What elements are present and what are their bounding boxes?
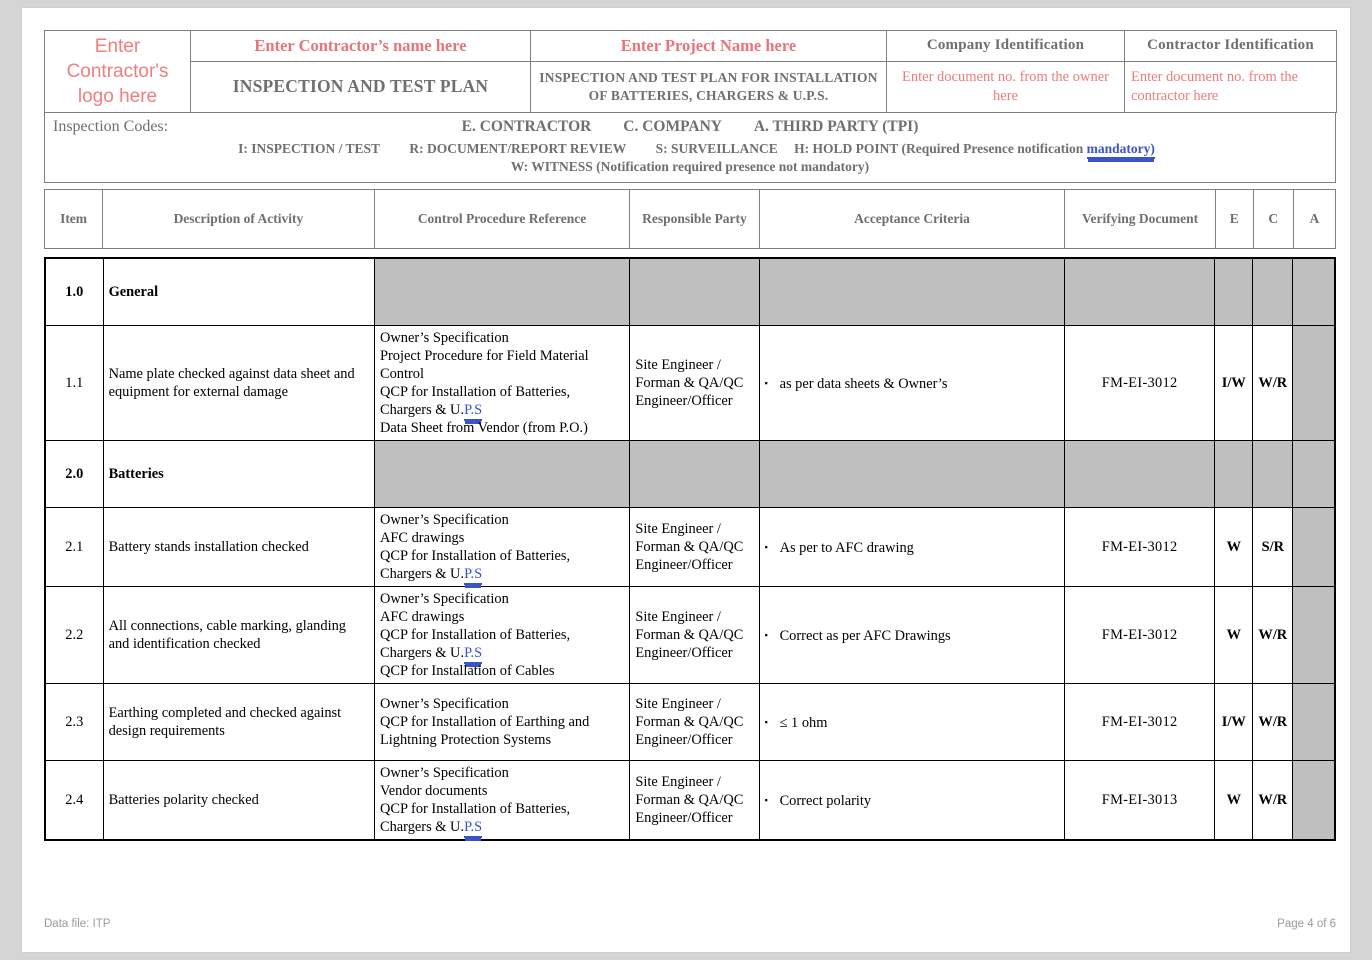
- control-line: Owner’s Specification: [379, 696, 509, 712]
- row-code-c: W/R: [1253, 326, 1293, 441]
- contractor-logo-placeholder[interactable]: Enter Contractor's logo here: [45, 31, 191, 113]
- bullet-icon: ▪: [764, 377, 768, 388]
- row-code-c: S/R: [1253, 508, 1293, 587]
- table-column-headers: [44, 189, 1336, 249]
- code-surveillance: S: SURVEILLANCE: [655, 141, 778, 156]
- row-item-number: 2.2: [45, 587, 103, 684]
- row-code-a: [1293, 684, 1335, 761]
- control-line: Data Sheet from Vendor (from P.O.): [379, 420, 588, 436]
- bullet-icon: ▪: [764, 629, 768, 640]
- row-responsible-party: Site Engineer / Forman & QA/QC Engineer/Officer: [630, 508, 759, 587]
- row-responsible-party-blank: [630, 441, 759, 508]
- row-acceptance-criteria: [759, 684, 1064, 761]
- itp-sheet: [44, 30, 1336, 841]
- code-party-third-party: A. THIRD PARTY (TPI): [753, 118, 919, 135]
- row-responsible-party: Site Engineer / Forman & QA/QC Engineer/Officer: [630, 684, 759, 761]
- control-line: QCP for Installation of Batteries, Chargers & U.P.S: [380, 383, 624, 419]
- row-control-procedure: [374, 508, 629, 587]
- row-acceptance-criteria: [759, 587, 1064, 684]
- acceptance-text: ≤ 1 ohm: [779, 714, 828, 731]
- control-line: AFC drawings: [379, 609, 465, 625]
- table-row: [45, 684, 1335, 761]
- row-description: Earthing completed and checked against design requirements: [103, 684, 374, 761]
- table-row: [45, 587, 1335, 684]
- inspection-codes-label: Inspection Codes:: [53, 118, 169, 135]
- control-line: Owner’s Specification: [379, 765, 509, 781]
- column-header-control-procedure: Control Procedure Reference: [374, 190, 630, 249]
- row-description: Battery stands installation checked: [103, 508, 374, 587]
- document-subtitle: INSPECTION AND TEST PLAN FOR INSTALLATION OF BATTERIES, CHARGERS & U.P.S.: [531, 61, 887, 112]
- row-control-procedure: [374, 587, 629, 684]
- row-item-number: 1.1: [45, 326, 103, 441]
- project-name-placeholder[interactable]: Enter Project Name here: [531, 31, 887, 62]
- document-title: INSPECTION AND TEST PLAN: [191, 61, 531, 112]
- code-party-contractor: E. CONTRACTOR: [461, 118, 592, 135]
- row-item-number: 2.4: [45, 761, 103, 841]
- code-inspection-test: I: INSPECTION / TEST: [238, 141, 381, 156]
- row-acceptance-criteria: [759, 508, 1064, 587]
- row-acceptance-criteria: [759, 761, 1064, 841]
- row-e-blank: [1215, 258, 1253, 326]
- revision-marked-text: P.S: [464, 566, 482, 585]
- footer-page-number: Page 4 of 6: [1277, 918, 1336, 930]
- code-hold-point: H: HOLD POINT (Required Presence notification: [794, 141, 1087, 156]
- row-item-number: 2.3: [45, 684, 103, 761]
- row-acceptance-criteria: [759, 326, 1064, 441]
- control-line: QCP for Installation of Batteries, Chargers & U.P.S: [380, 626, 624, 662]
- revision-marked-text: P.S: [464, 645, 482, 664]
- row-code-e: I/W: [1215, 684, 1253, 761]
- row-control-procedure: [374, 326, 629, 441]
- row-section-title: Batteries: [103, 441, 374, 508]
- column-header-row: [45, 190, 1336, 249]
- column-header-verifying-document: Verifying Document: [1065, 190, 1215, 249]
- row-a-blank: [1293, 441, 1335, 508]
- row-c-blank: [1253, 441, 1293, 508]
- inspection-codes-line2: [53, 139, 1327, 158]
- row-e-blank: [1215, 441, 1253, 508]
- table-row: [45, 508, 1335, 587]
- header-row-bottom: [45, 61, 1337, 112]
- acceptance-text: as per data sheets & Owner’s: [779, 375, 948, 392]
- column-header-description: Description of Activity: [103, 190, 375, 249]
- acceptance-text: Correct polarity: [779, 792, 872, 809]
- row-code-c: W/R: [1253, 761, 1293, 841]
- revision-marked-text: P.S: [464, 402, 482, 421]
- row-code-a: [1293, 326, 1335, 441]
- table-row: [45, 761, 1335, 841]
- row-control-procedure-blank: [374, 258, 629, 326]
- inspection-codes-line1: [53, 117, 1327, 137]
- contractor-name-placeholder[interactable]: Enter Contractor’s name here: [191, 31, 531, 62]
- row-acceptance-criteria-blank: [759, 258, 1064, 326]
- inspection-codes-box: [44, 113, 1336, 183]
- control-line: Owner’s Specification: [379, 591, 509, 607]
- row-description: All connections, cable marking, glanding and identification checked: [103, 587, 374, 684]
- column-header-e: E: [1215, 190, 1253, 249]
- company-document-number-placeholder[interactable]: Enter document no. from the owner here: [887, 61, 1125, 112]
- row-code-c: W/R: [1253, 684, 1293, 761]
- row-code-a: [1293, 761, 1335, 841]
- column-header-c: C: [1253, 190, 1293, 249]
- control-line: QCP for Installation of Batteries, Chargers & U.P.S: [380, 800, 624, 836]
- row-item-number: 1.0: [45, 258, 103, 326]
- row-verifying-document-blank: [1065, 258, 1215, 326]
- table-section-row: [45, 258, 1335, 326]
- column-header-acceptance-criteria: Acceptance Criteria: [759, 190, 1065, 249]
- bullet-icon: ▪: [764, 794, 768, 805]
- row-item-number: 2.1: [45, 508, 103, 587]
- row-code-a: [1293, 508, 1335, 587]
- row-responsible-party: Site Engineer / Forman & QA/QC Engineer/Officer: [630, 326, 759, 441]
- row-code-e: W: [1215, 761, 1253, 841]
- table-row: [45, 326, 1335, 441]
- bullet-icon: ▪: [764, 716, 768, 727]
- code-document-review: R: DOCUMENT/REPORT REVIEW: [409, 141, 627, 156]
- control-line: QCP for Installation of Batteries, Chargers & U.P.S: [380, 547, 624, 583]
- row-description: Name plate checked against data sheet and equipment for external damage: [103, 326, 374, 441]
- document-page: [22, 8, 1350, 952]
- control-line: AFC drawings: [379, 530, 465, 546]
- footer-data-file: Data file: ITP: [44, 918, 111, 930]
- row-code-c: W/R: [1253, 587, 1293, 684]
- row-code-a: [1293, 587, 1335, 684]
- column-header-responsible-party: Responsible Party: [630, 190, 759, 249]
- header-row-top: [45, 31, 1337, 62]
- row-item-number: 2.0: [45, 441, 103, 508]
- code-party-company: C. COMPANY: [623, 118, 722, 135]
- row-responsible-party: Site Engineer / Forman & QA/QC Engineer/Officer: [630, 587, 759, 684]
- row-verifying-document: FM-EI-3012: [1065, 326, 1215, 441]
- page-footer: [44, 918, 1336, 930]
- table-section-row: [45, 441, 1335, 508]
- row-a-blank: [1293, 258, 1335, 326]
- control-line: QCP for Installation of Cables: [379, 663, 555, 679]
- row-code-e: W: [1215, 587, 1253, 684]
- column-header-a: A: [1293, 190, 1335, 249]
- code-hold-point-revision-link[interactable]: mandatory): [1087, 141, 1155, 159]
- row-verifying-document: FM-EI-3012: [1065, 508, 1215, 587]
- row-control-procedure: [374, 684, 629, 761]
- control-line: Vendor documents: [379, 783, 488, 799]
- control-line: Owner’s Specification: [379, 330, 509, 346]
- row-verifying-document: FM-EI-3013: [1065, 761, 1215, 841]
- row-section-title: General: [103, 258, 374, 326]
- control-line: Project Procedure for Field Material Control: [379, 348, 589, 382]
- revision-marked-text: P.S: [464, 819, 482, 838]
- row-control-procedure: [374, 761, 629, 841]
- row-verifying-document: FM-EI-3012: [1065, 684, 1215, 761]
- company-identification-label: Company Identification: [887, 31, 1125, 62]
- row-code-e: W: [1215, 508, 1253, 587]
- row-verifying-document-blank: [1065, 441, 1215, 508]
- document-header-table: [44, 30, 1337, 113]
- acceptance-text: Correct as per AFC Drawings: [779, 627, 951, 644]
- row-acceptance-criteria-blank: [759, 441, 1064, 508]
- bullet-icon: ▪: [764, 541, 768, 552]
- inspection-codes-line3: W: WITNESS (Notification required presence not mandatory): [510, 159, 870, 174]
- control-line: QCP for Installation of Earthing and Lightning Protection Systems: [379, 714, 590, 748]
- row-verifying-document: FM-EI-3012: [1065, 587, 1215, 684]
- contractor-identification-label: Contractor Identification: [1125, 31, 1337, 62]
- row-responsible-party-blank: [630, 258, 759, 326]
- row-description: Batteries polarity checked: [103, 761, 374, 841]
- itp-activities-table: [44, 257, 1336, 841]
- acceptance-text: As per to AFC drawing: [779, 539, 914, 556]
- row-responsible-party: Site Engineer / Forman & QA/QC Engineer/Officer: [630, 761, 759, 841]
- control-line: Owner’s Specification: [379, 512, 509, 528]
- row-control-procedure-blank: [374, 441, 629, 508]
- row-code-e: I/W: [1215, 326, 1253, 441]
- column-header-item: Item: [45, 190, 103, 249]
- contractor-document-number-placeholder[interactable]: Enter document no. from the contractor here: [1125, 61, 1337, 112]
- row-c-blank: [1253, 258, 1293, 326]
